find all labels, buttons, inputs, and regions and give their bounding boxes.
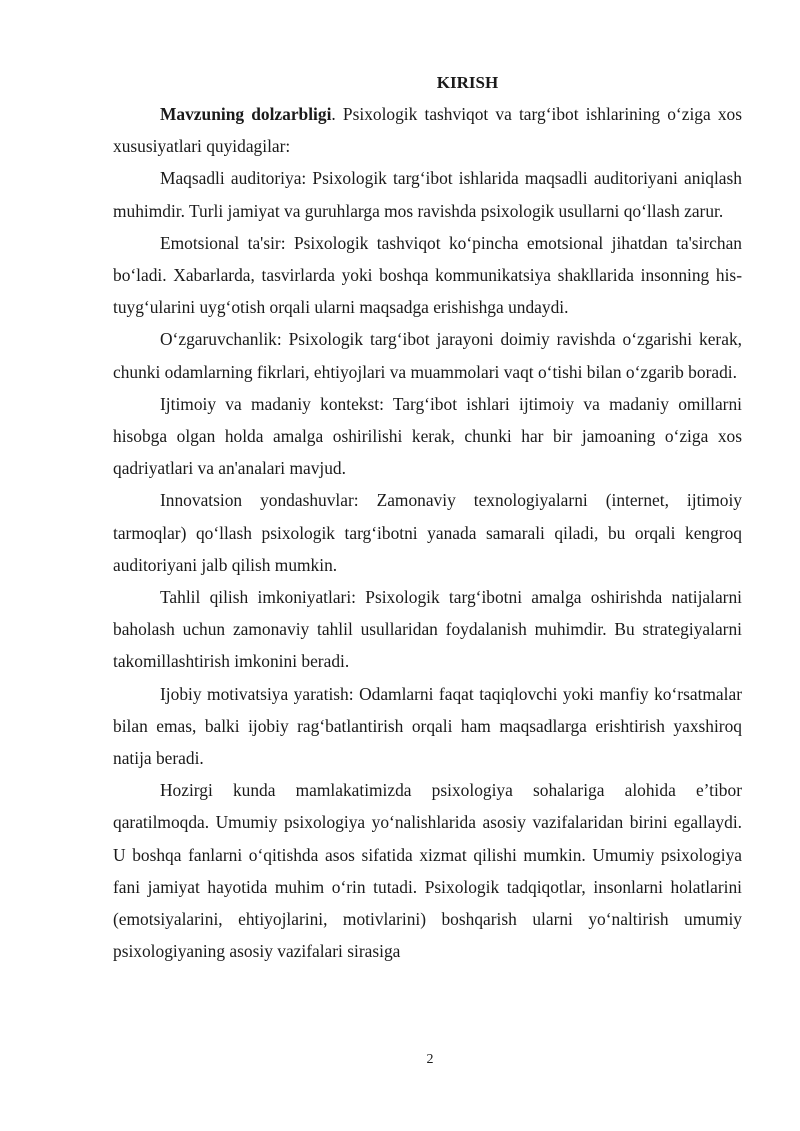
- paragraph-innovative-approaches: Innovatsion yondashuvlar: Zamonaviy texnologiyalarni (internet, ijtimoiy tarmoqlar) qo‘llash psixologik targ‘ibotni yanada samarali qiladi, bu orqali kengroq auditoriyani jalb qilish mumkin.: [113, 490, 742, 575]
- paragraph-analysis: Tahlil qilish imkoniyatlari: Psixologik targ‘ibotni amalga oshirishda natijalarni baholash uchun zamonaviy tahlil usullaridan foydalanish muhimdir. Bu strategiyalarni takomillashtirish imkonini beradi.: [113, 587, 742, 672]
- paragraph-variability: O‘zgaruvchanlik: Psixologik targ‘ibot jarayoni doimiy ravishda o‘zgarishi kerak, chunki odamlarning fikrlari, ehtiyojlari va muammolari vaqt o‘tishi bilan o‘zgarib boradi.: [113, 329, 742, 382]
- paragraph-positive-motivation: Ijobiy motivatsiya yaratish: Odamlarni faqat taqiqlovchi yoki manfiy ko‘rsatmalar bilan emas, balki ijobiy rag‘batlantirish orqali ham maqsadlarga erishtirish yaxshiroq natija beradi.: [113, 683, 742, 769]
- paragraph-psychology-today: Hozirgi kunda mamlakatimizda psixologiya sohalariga alohida e’tibor qaratilmoqda. Umumiy psixologiya yo‘nalishlarida asosiy vazifalaridan birini egallaydi. U boshqa fanlarni o‘qitishda asos sifatida xizmat qilishi mumkin. Umumiy psixologiya fani jamiyat hayotida muhim o‘rin tutadi. Psixologik tadqiqotlar, insonlarni holatlarini (emotsiyalarini, ehtiyojlarini, motivlarini) boshqarish ularni yo‘naltirish umumiy psixologiyaning asosiy vazifalari sirasiga: [113, 780, 742, 962]
- document-page: [113, 72, 742, 967]
- paragraph-emotional-impact: Emotsional ta'sir: Psixologik tashviqot ko‘pincha emotsional jihatdan ta'sirchan bo‘ladi. Xabarlarda, tasvirlarda yoki boshqa kommunikatsiya shakllarida insonning his-tuyg‘ularini uyg‘otish orqali ularni maqsadga erishishga undaydi.: [113, 232, 742, 318]
- intro-text: . Psixologik tashviqot va targ‘ibot ishlarining o‘ziga xos xususiyatlari quyidagilar:: [113, 104, 743, 157]
- paragraph-social-context: Ijtimoiy va madaniy kontekst: Targ‘ibot ishlari ijtimoiy va madaniy omillarni hisobga olgan holda amalga oshirilishi kerak, chunki har bir jamoaning o‘ziga xos qadriyatlari va an'analari mavjud.: [113, 393, 742, 479]
- intro-paragraph: [113, 98, 742, 162]
- page-number: 2: [426, 1052, 434, 1067]
- paragraph-target-audience: Maqsadli auditoriya: Psixologik targ‘ibot ishlarida maqsadli auditoriyani aniqlash muhimdir. Turli jamiyat va guruhlarga mos ravishda psixologik usullarni qo‘llash zarur.: [113, 168, 742, 221]
- section-title: KIRISH: [436, 73, 499, 92]
- intro-lead: Mavzuning dolzarbligi: [160, 104, 332, 124]
